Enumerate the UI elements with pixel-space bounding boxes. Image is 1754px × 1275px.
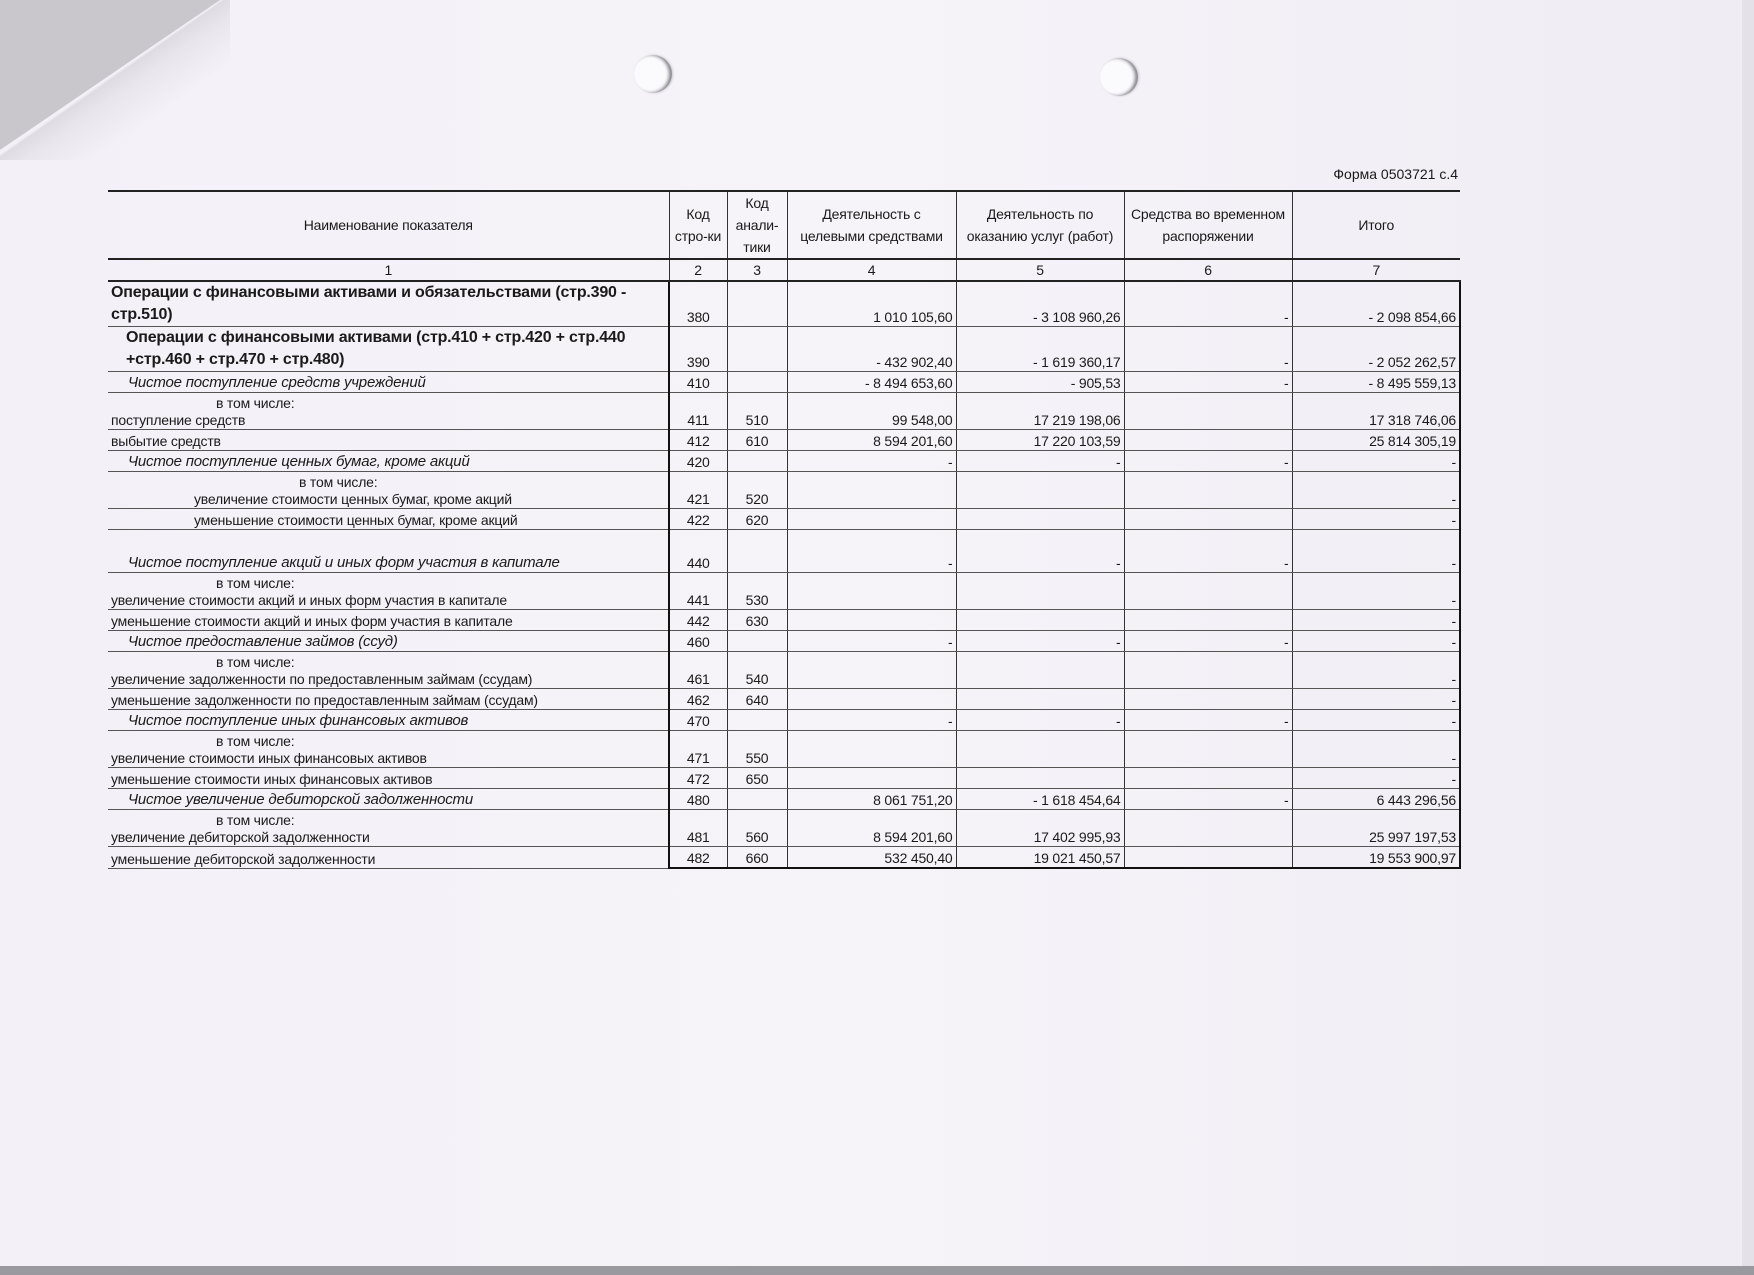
- report-table: [108, 190, 1461, 869]
- value-total: -: [1292, 610, 1460, 631]
- scanner-bottom-edge: [0, 1266, 1754, 1275]
- line-code: 460: [669, 631, 727, 652]
- row-label: выбытие средств: [111, 433, 221, 449]
- value-temporary: -: [1124, 530, 1292, 573]
- row-label-cell: [108, 789, 669, 810]
- table-row: [108, 451, 1460, 472]
- analytic-code: 640: [727, 689, 787, 710]
- analytic-code: 550: [727, 731, 787, 768]
- value-targeted: -: [787, 631, 956, 652]
- analytic-code: [727, 372, 787, 393]
- value-total: 25 814 305,19: [1292, 430, 1460, 451]
- value-services: 17 219 198,06: [956, 393, 1124, 430]
- line-code: 471: [669, 731, 727, 768]
- header-col4: Деятельность с целевыми средствами: [787, 191, 956, 259]
- value-total: -: [1292, 573, 1460, 610]
- header-col6: Средства во временном распоряжении: [1124, 191, 1292, 259]
- value-total: -: [1292, 472, 1460, 509]
- table-row: [108, 472, 1460, 509]
- value-total: 6 443 296,56: [1292, 789, 1460, 810]
- analytic-code: 530: [727, 573, 787, 610]
- analytic-code: [727, 281, 787, 327]
- row-label-cell: [108, 573, 669, 610]
- value-temporary: -: [1124, 789, 1292, 810]
- line-code: 412: [669, 430, 727, 451]
- value-targeted: 532 450,40: [787, 847, 956, 869]
- value-targeted: 8 594 201,60: [787, 810, 956, 847]
- table-row: [108, 689, 1460, 710]
- value-total: -: [1292, 509, 1460, 530]
- header-code-line: Код стро-ки: [669, 191, 727, 259]
- value-total: 25 997 197,53: [1292, 810, 1460, 847]
- value-total: -: [1292, 530, 1460, 573]
- value-services: - 905,53: [956, 372, 1124, 393]
- including-label: в том числе:: [299, 474, 378, 490]
- line-code: 390: [669, 327, 727, 372]
- value-total: -: [1292, 768, 1460, 789]
- line-code: 411: [669, 393, 727, 430]
- header-code-analytic: Код анали-тики: [727, 191, 787, 259]
- value-services: [956, 610, 1124, 631]
- value-services: -: [956, 710, 1124, 731]
- value-services: 17 402 995,93: [956, 810, 1124, 847]
- line-code: 462: [669, 689, 727, 710]
- column-number: 1: [108, 259, 669, 281]
- value-services: [956, 731, 1124, 768]
- analytic-code: 510: [727, 393, 787, 430]
- row-label: Операции с финансовыми активами (стр.410 + стр.420 + стр.440 +стр.460 + стр.470 + стр.480): [126, 329, 626, 368]
- row-label: Чистое поступление ценных бумаг, кроме акций: [128, 453, 470, 470]
- value-targeted: - 8 494 653,60: [787, 372, 956, 393]
- line-code: 440: [669, 530, 727, 573]
- row-label: увеличение дебиторской задолженности: [111, 829, 370, 845]
- row-label-cell: [108, 631, 669, 652]
- row-label-cell: [108, 710, 669, 731]
- line-code: 480: [669, 789, 727, 810]
- row-label-cell: [108, 731, 669, 768]
- value-temporary: [1124, 689, 1292, 710]
- row-label: увеличение стоимости ценных бумаг, кроме акций: [194, 491, 512, 507]
- value-total: -: [1292, 689, 1460, 710]
- value-services: [956, 573, 1124, 610]
- value-total: -: [1292, 731, 1460, 768]
- value-services: -: [956, 530, 1124, 573]
- row-label-cell: [108, 689, 669, 710]
- analytic-code: [727, 710, 787, 731]
- analytic-code: 540: [727, 652, 787, 689]
- value-temporary: -: [1124, 327, 1292, 372]
- value-services: [956, 652, 1124, 689]
- row-label: уменьшение стоимости акций и иных форм участия в капитале: [111, 613, 513, 629]
- row-label: Чистое увеличение дебиторской задолженности: [128, 791, 473, 808]
- table-row: [108, 789, 1460, 810]
- table-row: [108, 710, 1460, 731]
- table-row: [108, 610, 1460, 631]
- table-row: [108, 327, 1460, 372]
- line-code: 380: [669, 281, 727, 327]
- column-number: 6: [1124, 259, 1292, 281]
- value-targeted: [787, 731, 956, 768]
- header-col5: Деятельность по оказанию услуг (работ): [956, 191, 1124, 259]
- value-targeted: -: [787, 710, 956, 731]
- header-name: Наименование показателя: [108, 191, 669, 259]
- line-code: 410: [669, 372, 727, 393]
- column-number: 4: [787, 259, 956, 281]
- value-targeted: - 432 902,40: [787, 327, 956, 372]
- value-total: 17 318 746,06: [1292, 393, 1460, 430]
- value-services: [956, 768, 1124, 789]
- column-number: 5: [956, 259, 1124, 281]
- value-targeted: -: [787, 530, 956, 573]
- header-row: [108, 191, 1460, 259]
- column-number: 2: [669, 259, 727, 281]
- value-targeted: [787, 689, 956, 710]
- row-label-cell: [108, 430, 669, 451]
- line-code: 441: [669, 573, 727, 610]
- row-label-cell: [108, 372, 669, 393]
- analytic-code: [727, 789, 787, 810]
- value-total: -: [1292, 652, 1460, 689]
- value-targeted: [787, 768, 956, 789]
- including-label: в том числе:: [216, 733, 295, 749]
- value-temporary: [1124, 573, 1292, 610]
- including-label: в том числе:: [216, 812, 295, 828]
- row-label: увеличение стоимости иных финансовых активов: [111, 750, 427, 766]
- analytic-code: [727, 451, 787, 472]
- row-label: Чистое предоставление займов (ссуд): [128, 633, 398, 650]
- column-number: 7: [1292, 259, 1460, 281]
- value-targeted: [787, 509, 956, 530]
- row-label-cell: [108, 530, 669, 573]
- table-row: [108, 810, 1460, 847]
- analytic-code: 610: [727, 430, 787, 451]
- value-temporary: -: [1124, 372, 1292, 393]
- including-label: в том числе:: [216, 395, 295, 411]
- value-services: - 1 618 454,64: [956, 789, 1124, 810]
- value-targeted: [787, 610, 956, 631]
- table-row: [108, 847, 1460, 869]
- table-row: [108, 372, 1460, 393]
- row-label-cell: [108, 451, 669, 472]
- value-total: 19 553 900,97: [1292, 847, 1460, 869]
- row-label-cell: [108, 509, 669, 530]
- analytic-code: [727, 631, 787, 652]
- row-label: Чистое поступление средств учреждений: [128, 374, 426, 391]
- value-services: - 3 108 960,26: [956, 281, 1124, 327]
- value-targeted: [787, 652, 956, 689]
- table-row: [108, 393, 1460, 430]
- value-temporary: [1124, 847, 1292, 869]
- page-edge-shadow: [1742, 0, 1754, 1275]
- row-label: увеличение задолженности по предоставленным займам (ссудам): [111, 671, 533, 687]
- analytic-code: 520: [727, 472, 787, 509]
- value-targeted: 99 548,00: [787, 393, 956, 430]
- analytic-code: [727, 530, 787, 573]
- value-temporary: [1124, 652, 1292, 689]
- row-label-cell: [108, 810, 669, 847]
- table-row: [108, 430, 1460, 451]
- analytic-code: 630: [727, 610, 787, 631]
- row-label: увеличение стоимости акций и иных форм участия в капитале: [111, 592, 507, 608]
- table-row: [108, 573, 1460, 610]
- value-services: 19 021 450,57: [956, 847, 1124, 869]
- value-targeted: 8 594 201,60: [787, 430, 956, 451]
- value-total: - 2 098 854,66: [1292, 281, 1460, 327]
- line-code: 420: [669, 451, 727, 472]
- value-services: [956, 509, 1124, 530]
- value-targeted: [787, 472, 956, 509]
- value-services: - 1 619 360,17: [956, 327, 1124, 372]
- value-total: -: [1292, 631, 1460, 652]
- value-services: -: [956, 451, 1124, 472]
- row-label-cell: [108, 847, 669, 869]
- row-label: уменьшение дебиторской задолженности: [111, 850, 376, 867]
- line-code: 470: [669, 710, 727, 731]
- analytic-code: [727, 327, 787, 372]
- column-number-row: [108, 259, 1460, 281]
- value-total: -: [1292, 451, 1460, 472]
- value-temporary: [1124, 509, 1292, 530]
- row-label-cell: [108, 393, 669, 430]
- folded-corner-shadow: [0, 0, 230, 160]
- table-row: [108, 731, 1460, 768]
- row-label-cell: [108, 472, 669, 509]
- value-temporary: [1124, 810, 1292, 847]
- analytic-code: 620: [727, 509, 787, 530]
- value-services: 17 220 103,59: [956, 430, 1124, 451]
- row-label-cell: [108, 327, 669, 372]
- row-label-cell: [108, 768, 669, 789]
- value-services: -: [956, 631, 1124, 652]
- table-row: [108, 652, 1460, 689]
- value-temporary: [1124, 610, 1292, 631]
- analytic-code: 660: [727, 847, 787, 869]
- table-body: [108, 281, 1460, 868]
- analytic-code: 650: [727, 768, 787, 789]
- value-targeted: [787, 573, 956, 610]
- value-services: [956, 689, 1124, 710]
- line-code: 472: [669, 768, 727, 789]
- punch-hole-icon: [1100, 58, 1138, 96]
- punch-hole-icon: [634, 55, 672, 93]
- row-label: уменьшение стоимости иных финансовых активов: [111, 771, 433, 787]
- table-row: [108, 281, 1460, 327]
- table-row: [108, 530, 1460, 573]
- line-code: 422: [669, 509, 727, 530]
- value-temporary: [1124, 472, 1292, 509]
- value-total: - 2 052 262,57: [1292, 327, 1460, 372]
- value-temporary: [1124, 768, 1292, 789]
- line-code: 482: [669, 847, 727, 869]
- row-label: Чистое поступление иных финансовых активов: [128, 712, 469, 729]
- row-label-cell: [108, 652, 669, 689]
- row-label: Чистое поступление акций и иных форм участия в капитале: [128, 554, 560, 571]
- row-label: поступление средств: [111, 412, 246, 428]
- including-label: в том числе:: [216, 654, 295, 670]
- value-services: [956, 472, 1124, 509]
- header-col7: Итого: [1292, 191, 1460, 259]
- line-code: 481: [669, 810, 727, 847]
- value-temporary: -: [1124, 631, 1292, 652]
- table-row: [108, 631, 1460, 652]
- row-label: Операции с финансовыми активами и обязательствами (стр.390 - стр.510): [111, 284, 627, 323]
- analytic-code: 560: [727, 810, 787, 847]
- line-code: 421: [669, 472, 727, 509]
- row-label-cell: [108, 610, 669, 631]
- value-targeted: -: [787, 451, 956, 472]
- value-total: - 8 495 559,13: [1292, 372, 1460, 393]
- row-label-cell: [108, 281, 669, 327]
- form-label: Форма 0503721 с.4: [1333, 166, 1458, 182]
- value-temporary: [1124, 731, 1292, 768]
- column-number: 3: [727, 259, 787, 281]
- row-label: уменьшение задолженности по предоставленным займам (ссудам): [111, 692, 538, 708]
- value-temporary: -: [1124, 451, 1292, 472]
- table-row: [108, 768, 1460, 789]
- line-code: 442: [669, 610, 727, 631]
- value-temporary: -: [1124, 710, 1292, 731]
- including-label: в том числе:: [216, 575, 295, 591]
- row-label: уменьшение стоимости ценных бумаг, кроме акций: [194, 512, 518, 528]
- value-targeted: 8 061 751,20: [787, 789, 956, 810]
- value-temporary: [1124, 430, 1292, 451]
- value-targeted: 1 010 105,60: [787, 281, 956, 327]
- table-row: [108, 509, 1460, 530]
- value-temporary: -: [1124, 281, 1292, 327]
- value-temporary: [1124, 393, 1292, 430]
- value-total: -: [1292, 710, 1460, 731]
- line-code: 461: [669, 652, 727, 689]
